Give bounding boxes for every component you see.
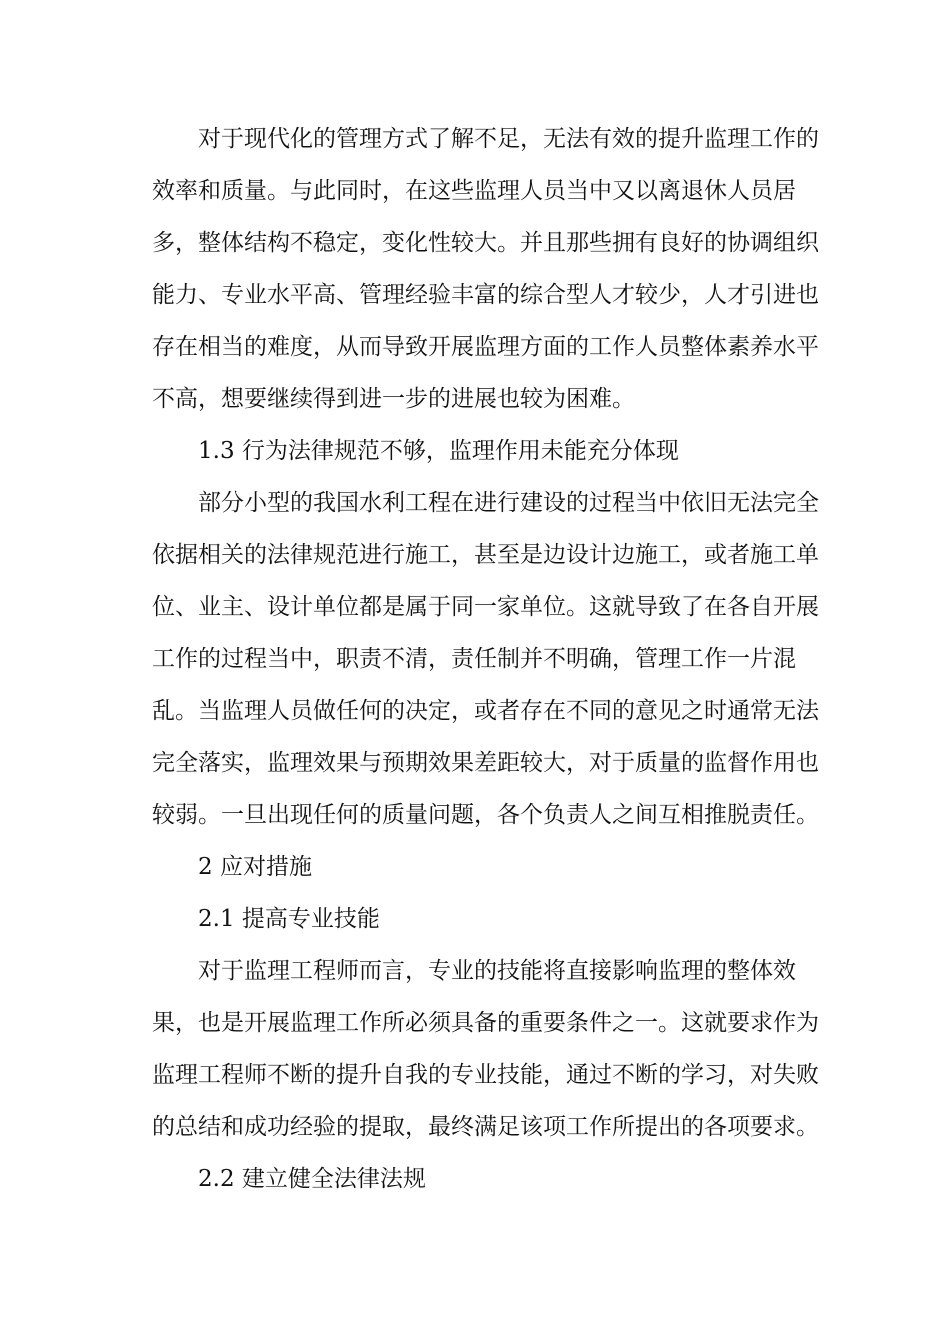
section-heading: 2.2 建立健全法律法规 xyxy=(198,1166,426,1192)
paragraph-line: 监理工程师不断的提升自我的专业技能，通过不断的学习，对失败 xyxy=(152,1062,819,1088)
paragraph-line: 位、业主、设计单位都是属于同一家单位。这就导致了在各自开展 xyxy=(152,594,819,620)
paragraph-line: 较弱。一旦出现任何的质量问题，各个负责人之间互相推脱责任。 xyxy=(152,802,819,828)
paragraph-line: 的总结和成功经验的提取，最终满足该项工作所提出的各项要求。 xyxy=(152,1114,819,1140)
paragraph-line: 部分小型的我国水利工程在进行建设的过程当中依旧无法完全 xyxy=(198,490,819,516)
paragraph-line: 效率和质量。与此同时，在这些监理人员当中又以离退休人员居 xyxy=(152,178,796,204)
paragraph-line: 对于监理工程师而言，专业的技能将直接影响监理的整体效 xyxy=(198,958,796,984)
section-heading: 1.3 行为法律规范不够，监理作用未能充分体现 xyxy=(198,438,679,464)
section-heading: 2.1 提高专业技能 xyxy=(198,906,380,932)
paragraph-line: 果，也是开展监理工作所必须具备的重要条件之一。这就要求作为 xyxy=(152,1010,819,1036)
paragraph-line: 能力、专业水平高、管理经验丰富的综合型人才较少，人才引进也 xyxy=(152,282,819,308)
paragraph-line: 乱。当监理人员做任何的决定，或者存在不同的意见之时通常无法 xyxy=(152,698,819,724)
paragraph-line: 工作的过程当中，职责不清，责任制并不明确，管理工作一片混 xyxy=(152,646,796,672)
paragraph-line: 完全落实，监理效果与预期效果差距较大，对于质量的监督作用也 xyxy=(152,750,819,776)
paragraph-line: 对于现代化的管理方式了解不足，无法有效的提升监理工作的 xyxy=(198,126,819,152)
paragraph-line: 依据相关的法律规范进行施工，甚至是边设计边施工，或者施工单 xyxy=(152,542,819,568)
paragraph-line: 多，整体结构不稳定，变化性较大。并且那些拥有良好的协调组织 xyxy=(152,230,819,256)
paragraph-line: 不高，想要继续得到进一步的进展也较为困难。 xyxy=(152,386,635,412)
paragraph-line: 存在相当的难度，从而导致开展监理方面的工作人员整体素养水平 xyxy=(152,334,819,360)
section-heading: 2 应对措施 xyxy=(198,854,312,880)
